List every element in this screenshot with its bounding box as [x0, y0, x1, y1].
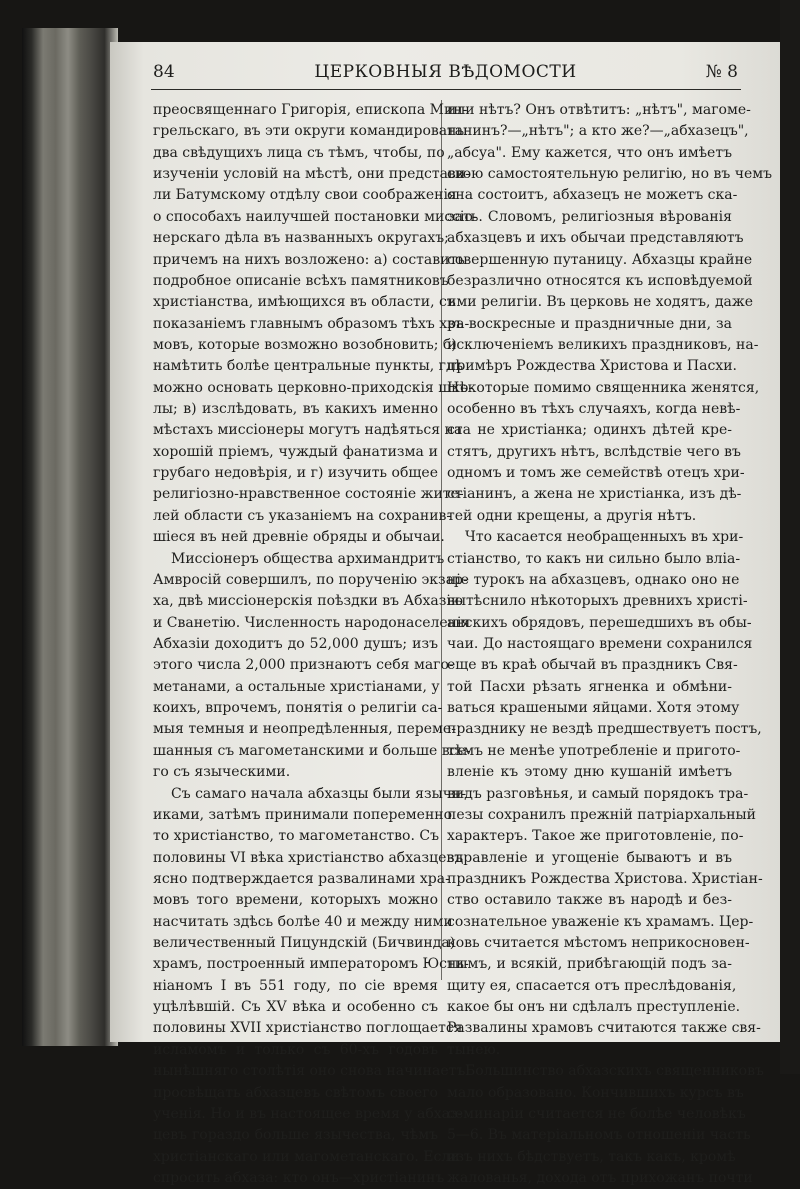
text-line: христіанскаго или магометанскаго. Если [153, 1148, 460, 1165]
text-line: го съ языческими. [153, 764, 291, 781]
text-line: щиту ея, спасается отъ преслѣдованія, [447, 977, 737, 994]
text-line: примѣръ Рождества Христова и Пасхи. [447, 358, 737, 375]
text-line: спросить абхаза: кто онъ—христіанинъ [153, 1169, 445, 1186]
text-line: нынѣшняго столѣтія оно снова начинаетъ [153, 1063, 466, 1080]
text-line: исключеніемъ великихъ праздниковъ, на- [447, 336, 759, 353]
scan-background [780, 0, 800, 1074]
text-line: жалованья, дохода отъ прихожанъ почти [447, 1169, 753, 1186]
text-line: вленіе къ этому дню кушаній имѣетъ [447, 764, 732, 781]
text-line: зать. Словомъ, религіозныя вѣрованія [447, 208, 732, 225]
issue-number: № 8 [705, 62, 738, 82]
text-line: праздникъ Рождества Христова. Христіан- [447, 870, 763, 887]
text-line: стіанинъ, а жена не христіанка, изъ дѣ- [447, 486, 742, 503]
text-line: 5—6. Въ матеріальномъ отношеніи часть [447, 1127, 751, 1144]
text-line: Съ самаго начала абхазцы были язычн- [171, 785, 467, 802]
text-line: „абсуа". Ему кажется, что онъ имѣетъ [447, 144, 732, 161]
text-line: нерскаго дѣла въ названныхъ округахъ; [153, 230, 449, 247]
text-line: чаи. До настоящаго времени сохранился [447, 635, 753, 652]
page-number: 84 [153, 62, 175, 82]
text-line: цевъ гораздо больше язычества, чѣмъ [153, 1127, 438, 1144]
text-line: намѣтить болѣе центральные пункты, гдѣ [153, 358, 464, 375]
text-line: видъ разговѣнья, и самый порядокъ тра- [447, 785, 749, 802]
text-line: шанныя съ магометанскими и больше все- [153, 742, 471, 759]
text-line: тей одни крещены, а другія нѣтъ. [447, 507, 697, 524]
text-line: грубаго недовѣрія, и г) изучить общее [153, 465, 438, 482]
text-line: стятъ, другихъ нѣтъ, вслѣдствіе чего въ [447, 443, 741, 460]
text-line: Что касается необращенныхъ въ хри- [465, 529, 744, 546]
text-line: исламомъ и только съ 60-хъ годовъ [153, 1041, 438, 1058]
text-line: особенно въ тѣхъ случаяхъ, когда невѣ- [447, 401, 741, 418]
text-line: Развалины храмовъ считаются также свя- [447, 1020, 761, 1037]
text-line: уцѣлѣвшій. Съ XV вѣка и особенно съ [153, 999, 438, 1016]
text-line: о способахъ наилучшей постановки миссіо- [153, 208, 478, 225]
text-line: еще въ краѣ обычай въ праздникъ Свя- [447, 657, 738, 674]
text-line: лей области съ указаніемъ на сохранив- [153, 507, 452, 524]
text-line: свою самостоятельную религію, но въ чемъ [447, 166, 773, 183]
text-line: насчитать здѣсь болѣе 40 и между ними [153, 913, 453, 930]
text-line: этого числа 2,000 признаютъ себя маго- [153, 657, 454, 674]
text-line: Миссіонеръ общества архимандритъ [171, 550, 445, 567]
text-line: иками, затѣмъ принимали попеременно [153, 806, 453, 823]
text-line: пезы сохранилъ прежній патріархальный [447, 806, 757, 823]
text-line: или нѣтъ? Онъ отвѣтитъ: „нѣтъ", магоме- [447, 102, 751, 118]
text-line: храмъ, построенный императоромъ Юсти- [153, 956, 469, 973]
text-line: шіеся въ ней древніе обряды и обычаи. [153, 529, 445, 546]
text-line: ли Батумскому отдѣлу свои соображенія [153, 187, 457, 204]
text-line: безразлично относятся къ исповѣдуемой [447, 272, 753, 289]
text-line: показаніемъ главнымъ образомъ тѣхъ хра- [153, 315, 470, 332]
text-line: можно основать церковно-приходскія шко- [153, 379, 474, 396]
text-line: ніе турокъ на абхазцевъ, однако оно не [447, 571, 740, 588]
text-line: ство оставило также въ народѣ и без- [447, 892, 732, 909]
text-line: Абхазіи доходитъ до 52,000 душъ; изъ [153, 635, 438, 652]
text-line: половины VI вѣка христіанство абхазцевъ [153, 849, 464, 866]
text-line: подробное описаніе всѣхъ памятниковъ [153, 272, 449, 289]
text-line: мало образовано. Кончившихъ курсъ въ [447, 1084, 744, 1101]
right-column [447, 100, 773, 1189]
text-line: то христіанство, то магометанство. Съ [153, 828, 439, 845]
header-rule [151, 89, 741, 90]
text-line: ніаномъ I въ 551 году, по сіе время [153, 977, 438, 994]
text-line: анскихъ обрядовъ, перешедшихъ въ обы- [447, 614, 752, 631]
text-line: величественный Пицундскій (Бичвинда) [153, 935, 456, 952]
text-line: мыя темныя и неопредѣленныя, переме- [153, 721, 456, 738]
text-line: ха, двѣ миссіонерскія поѣздки въ Абхазію [153, 593, 464, 610]
text-line: ясно подтверждается развалинами хра- [153, 870, 450, 887]
text-line: вытѣснило нѣкоторыхъ древнихъ христі- [447, 593, 748, 610]
text-line: метанами, а остальные христіанами, у [153, 678, 440, 695]
text-line: лы; в) изслѣдовать, въ какихъ именно [153, 401, 438, 418]
text-line: грельскаго, въ эти округи командированы [153, 123, 468, 140]
text-line: причемъ на нихъ возложено: а) составить [153, 251, 465, 268]
journal-title: ЦЕРКОВНЫЯ ВѢДОМОСТИ [314, 62, 577, 82]
text-line: два свѣдущихъ лица съ тѣмъ, чтобы, по [153, 144, 445, 161]
text-line: какое бы онъ ни сдѣлалъ преступленіе. [447, 999, 741, 1016]
text-line: ковь считается мѣстомъ неприкосновен- [447, 935, 750, 952]
text-line: тынею. [447, 1041, 501, 1058]
text-line: религіозно-нравственное состояніе жите- [153, 486, 464, 503]
text-line: танинъ?—„нѣтъ"; а кто же?—„абхазецъ", [447, 123, 749, 140]
text-line: преосвященнаго Григорія, епископа Мин- [153, 102, 468, 118]
text-line: изъ нихъ бѣдствуетъ, такъ какъ, кромѣ [447, 1148, 736, 1165]
text-line: коихъ, впрочемъ, понятія о религіи са- [153, 700, 443, 717]
text-line: семинаріи считается не болѣе человѣкъ [447, 1105, 746, 1122]
text-line: и Сванетію. Численность народонаселенія [153, 614, 471, 631]
text-line: ими религіи. Въ церковь не ходятъ, даже [447, 294, 754, 311]
text-line: Амвросій совершилъ, по порученію экзар- [153, 571, 468, 588]
text-line: хорошій пріемъ, чуждый фанатизма и [153, 443, 438, 460]
text-line: христіанства, имѣющихся въ области, съ [153, 294, 456, 311]
text-line: половины XVII христіанство поглощается [153, 1020, 463, 1037]
text-line: совершенную путаницу. Абхазцы крайне [447, 251, 753, 268]
text-line: она состоитъ, абхазецъ не можетъ ска- [447, 187, 738, 204]
text-line: той Пасхи рѣзать ягненка и обмѣни- [447, 678, 732, 695]
text-line: мѣстахъ миссіонеры могутъ надѣяться на [153, 422, 463, 439]
text-line: въ воскресные и праздничные дни, за [447, 315, 732, 332]
text-line: нымъ, и всякій, прибѣгающій подъ за- [447, 956, 732, 973]
text-line: празднику не вездѣ предшествуетъ постъ, [447, 721, 762, 738]
book-page-edges [22, 28, 118, 1046]
text-line: стіанство, то какъ ни сильно было вліа- [447, 550, 741, 567]
text-line: мовъ того времени, которыхъ можно [153, 892, 438, 909]
text-line: ученія. Но и въ настоящее время у абхаз- [153, 1105, 463, 1122]
text-line: ваться крашеными яйцами. Хотя этому [447, 700, 740, 717]
text-line: сознательное уваженіе къ храмамъ. Цер- [447, 913, 754, 930]
text-line: изученіи условій на мѣстѣ, они представи- [153, 166, 470, 183]
text-line: мовъ, которые возможно возобновить; б) [153, 336, 457, 353]
text-line: ста не христіанка; одинхъ дѣтей кре- [447, 422, 732, 439]
text-line: Большинство абхазскихъ священниковъ [465, 1063, 764, 1080]
running-head [153, 62, 738, 92]
text-line: Нѣкоторые помимо священника женятся, [447, 379, 760, 396]
text-line: одномъ и томъ же семействѣ отецъ хри- [447, 465, 745, 482]
text-line: здравленіе и угощеніе бываютъ и въ [447, 849, 732, 866]
text-line: тѣмъ не менѣе употребленіе и пригото- [447, 742, 741, 759]
text-line: характеръ. Такое же приготовленіе, по- [447, 828, 744, 845]
text-line: просвѣщать абхазцевъ свѣтомъ своего [153, 1084, 438, 1101]
text-line: абхазцевъ и ихъ обычаи представляютъ [447, 230, 744, 247]
